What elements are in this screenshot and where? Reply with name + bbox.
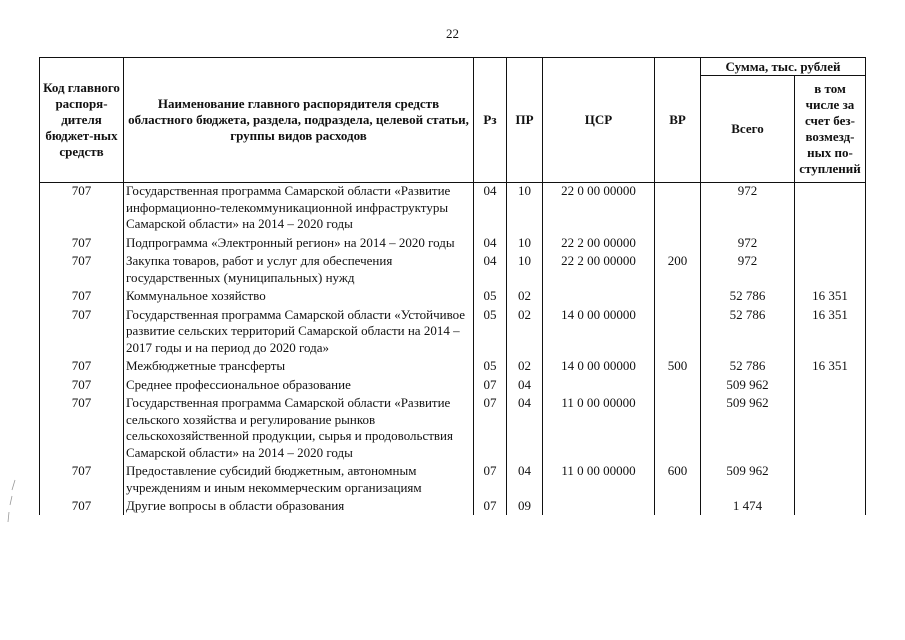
cell-free (795, 393, 866, 461)
cell-name: Межбюджетные трансферты (124, 356, 474, 375)
budget-table (39, 57, 866, 515)
cell-pr: 04 (507, 375, 543, 394)
cell-csr: 22 2 00 00000 (543, 233, 655, 252)
table-row (40, 356, 866, 375)
cell-pr: 10 (507, 233, 543, 252)
cell-code: 707 (40, 375, 124, 394)
cell-name: Другие вопросы в области образования (124, 496, 474, 515)
cell-free: 16 351 (795, 286, 866, 305)
cell-code: 707 (40, 356, 124, 375)
header-free: в том числе за счет без-возмезд-ных по-ступлений (795, 76, 866, 183)
header-rz: Рз (474, 58, 507, 183)
table-row (40, 496, 866, 515)
cell-free (795, 461, 866, 496)
table-body (40, 183, 866, 515)
cell-code: 707 (40, 393, 124, 461)
cell-total: 1 474 (701, 496, 795, 515)
header-total: Всего (701, 76, 795, 183)
cell-rz: 05 (474, 356, 507, 375)
cell-total: 52 786 (701, 286, 795, 305)
cell-total: 509 962 (701, 461, 795, 496)
cell-free: 16 351 (795, 356, 866, 375)
cell-name: Закупка товаров, работ и услуг для обеспечения государственных (муниципальных) нужд (124, 251, 474, 286)
cell-vr (655, 305, 701, 357)
cell-code: 707 (40, 496, 124, 515)
cell-csr: 14 0 00 00000 (543, 305, 655, 357)
cell-code: 707 (40, 233, 124, 252)
table-row (40, 461, 866, 496)
cell-total: 972 (701, 183, 795, 233)
cell-rz: 05 (474, 286, 507, 305)
header-csr: ЦСР (543, 58, 655, 183)
cell-pr: 09 (507, 496, 543, 515)
table-row (40, 233, 866, 252)
header-pr: ПР (507, 58, 543, 183)
header-sum-group: Сумма, тыс. рублей (701, 58, 866, 76)
cell-free (795, 233, 866, 252)
cell-code: 707 (40, 251, 124, 286)
cell-pr: 10 (507, 183, 543, 233)
cell-free: 16 351 (795, 305, 866, 357)
cell-vr (655, 183, 701, 233)
table-row (40, 393, 866, 461)
cell-vr: 200 (655, 251, 701, 286)
cell-csr (543, 375, 655, 394)
page-number: 22 (446, 26, 459, 41)
cell-total: 52 786 (701, 356, 795, 375)
cell-name: Предоставление субсидий бюджетным, автономным учреждениям и иным некоммерческим организациям (124, 461, 474, 496)
cell-name: Государственная программа Самарской области «Устойчивое развитие сельских территорий Самарской области на 2014 – 2017 годы и на период до 2020 года» (124, 305, 474, 357)
cell-name: Подпрограмма «Электронный регион» на 2014 – 2020 годы (124, 233, 474, 252)
cell-name: Среднее профессиональное образование (124, 375, 474, 394)
cell-free (795, 183, 866, 233)
cell-csr: 14 0 00 00000 (543, 356, 655, 375)
cell-vr: 500 (655, 356, 701, 375)
cell-code: 707 (40, 305, 124, 357)
cell-rz: 05 (474, 305, 507, 357)
table-row (40, 286, 866, 305)
cell-csr (543, 286, 655, 305)
cell-vr (655, 233, 701, 252)
cell-rz: 04 (474, 233, 507, 252)
header-vr: ВР (655, 58, 701, 183)
cell-total: 509 962 (701, 393, 795, 461)
cell-vr: 600 (655, 461, 701, 496)
cell-total: 972 (701, 233, 795, 252)
cell-csr (543, 496, 655, 515)
cell-rz: 04 (474, 183, 507, 233)
cell-csr: 11 0 00 00000 (543, 393, 655, 461)
cell-code: 707 (40, 286, 124, 305)
cell-pr: 04 (507, 393, 543, 461)
cell-rz: 07 (474, 393, 507, 461)
cell-pr: 02 (507, 305, 543, 357)
cell-free (795, 496, 866, 515)
cell-pr: 02 (507, 286, 543, 305)
cell-rz: 04 (474, 251, 507, 286)
cell-free (795, 251, 866, 286)
header-name: Наименование главного распорядителя средств областного бюджета, раздела, подраздела, целевой статьи, группы видов расходов (124, 58, 474, 183)
cell-vr (655, 375, 701, 394)
cell-csr: 22 0 00 00000 (543, 183, 655, 233)
cell-rz: 07 (474, 461, 507, 496)
table-row (40, 305, 866, 357)
cell-pr: 04 (507, 461, 543, 496)
cell-pr: 02 (507, 356, 543, 375)
table-row (40, 183, 866, 233)
table-row (40, 375, 866, 394)
cell-rz: 07 (474, 496, 507, 515)
cell-total: 509 962 (701, 375, 795, 394)
scan-artifact-marks (6, 478, 18, 528)
cell-pr: 10 (507, 251, 543, 286)
cell-name: Государственная программа Самарской области «Развитие информационно-телекоммуникационной инфраструктуры Самарской области» на 2014 – 2020 годы (124, 183, 474, 233)
cell-name: Коммунальное хозяйство (124, 286, 474, 305)
cell-total: 52 786 (701, 305, 795, 357)
cell-code: 707 (40, 183, 124, 233)
cell-free (795, 375, 866, 394)
cell-vr (655, 496, 701, 515)
table-row (40, 251, 866, 286)
cell-vr (655, 286, 701, 305)
cell-total: 972 (701, 251, 795, 286)
cell-csr: 11 0 00 00000 (543, 461, 655, 496)
cell-rz: 07 (474, 375, 507, 394)
cell-csr: 22 2 00 00000 (543, 251, 655, 286)
cell-code: 707 (40, 461, 124, 496)
header-code: Код главного распоря-дителя бюджет-ных средств (40, 58, 124, 183)
cell-vr (655, 393, 701, 461)
cell-name: Государственная программа Самарской области «Развитие сельского хозяйства и регулирование рынков сельскохозяйственной продукции, сырья и продовольствия Самарской области» на 2014 – 2020 годы (124, 393, 474, 461)
